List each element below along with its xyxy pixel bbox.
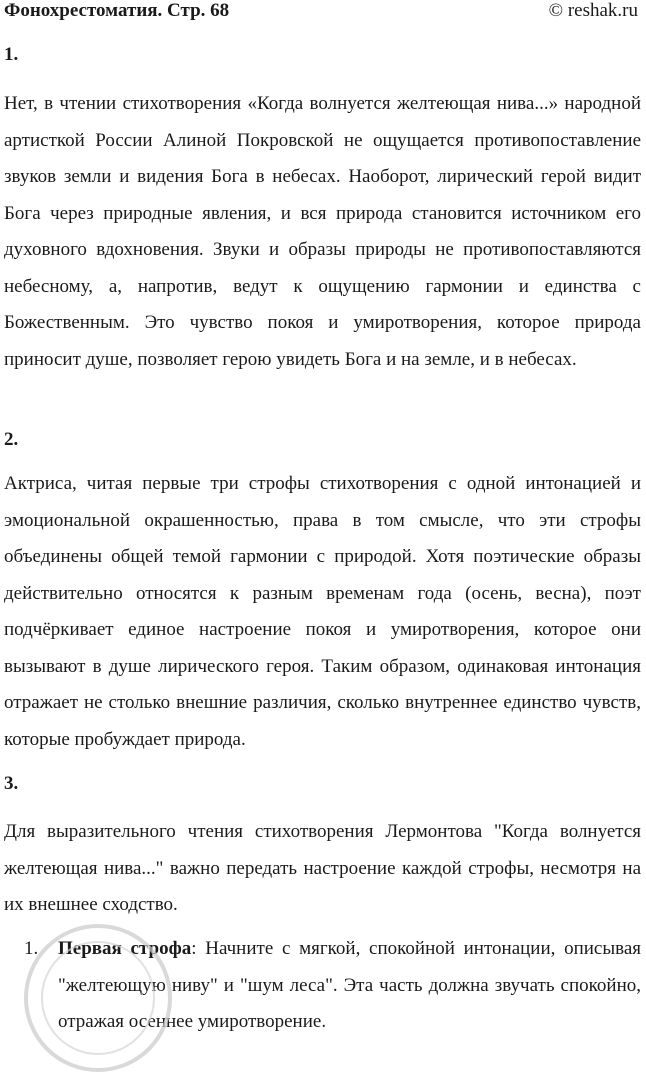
list-marker: 1.	[24, 938, 39, 959]
section-number: 3.	[4, 773, 19, 794]
list-item-text: : Начните с мягкой, спокойной интонации, описывая "желтеющую ниву" и "шум леса". Эта часть должна звучать спокойно, отражая осеннее умиротворение.	[58, 938, 642, 1032]
list-item-lead: Первая строфа	[58, 938, 192, 959]
page-title: Фонохрестоматия. Стр. 68	[4, 0, 230, 21]
section-text: Нет, в чтении стихотворения «Когда волнуется желтеющая нива...» народной артисткой России Алиной Покровской не ощущается противопоставление звуков земли и видения Бога в небесах. Наоборот, лирический герой видит Бога через природные явления, и вся природа становится источником его духовного вдохновения. Звуки и образы природы не противопоставляются небесному, а, напротив, ведут к ощущению гармонии и единства с Божественным. Это чувство покоя и умиротворения, которое природа приносит душе, позволяет герою увидеть Бога и на земле, и в небесах.	[4, 93, 641, 370]
page-header	[4, 0, 642, 26]
list-item	[24, 931, 641, 1041]
section-number: 2.	[4, 429, 19, 450]
section-text: Для выразительного чтения стихотворения Лермонтова "Когда волнуется желтеющая нива..." важно передать настроение каждой строфы, несмотря на их внешнее сходство.	[4, 821, 641, 915]
list-item-body	[24, 931, 641, 1041]
section-number: 1.	[4, 44, 19, 65]
section-text: Актриса, читая первые три строфы стихотворения с одной интонацией и эмоциональной окрашенностью, права в том смысле, что эти строфы объединены общей темой гармонии с природой. Хотя поэтические образы действительно относятся к разным временам года (осень, весна), поэт подчёркивает единое настроение покоя и умиротворения, которое они вызывают в душе лирического героя. Таким образом, одинаковая интонация отражает не столько внешние различия, сколько внутреннее единство чувств, которые пробуждает природа.	[4, 473, 641, 750]
site-credit: © reshak.ru	[548, 0, 638, 21]
